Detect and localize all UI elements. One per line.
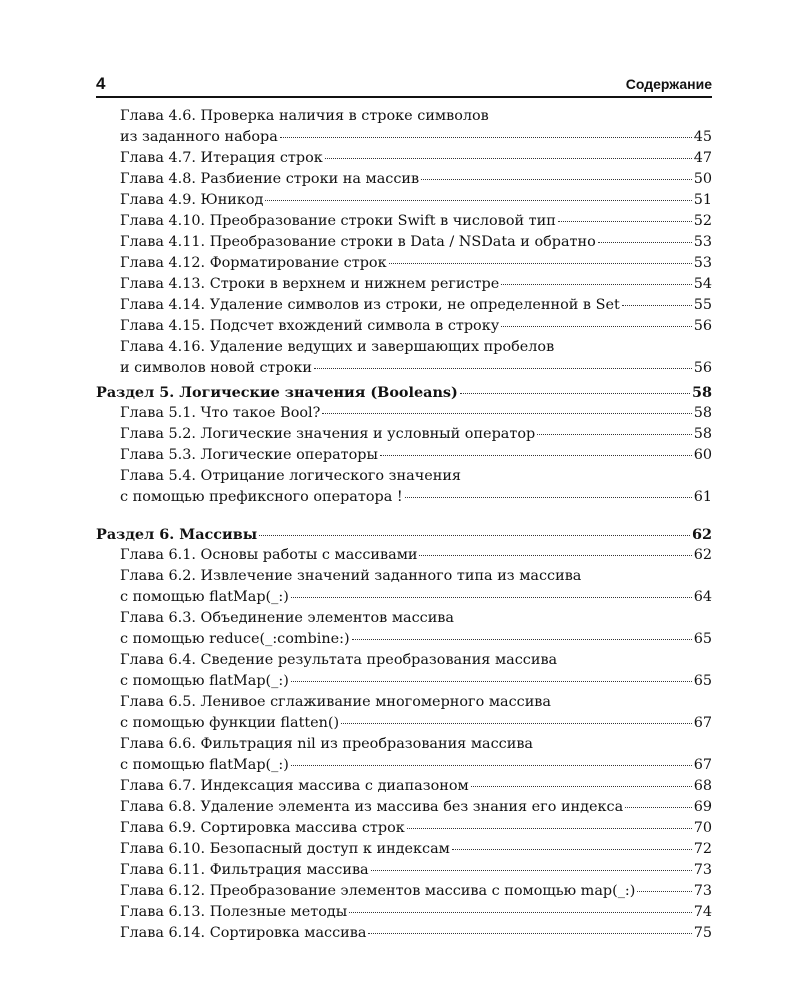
toc-page-number: 56 [693,360,712,376]
toc-entry-title: Глава 4.14. Удаление символов из строки, не определенной в Set [120,297,620,313]
toc-chapter[interactable] [96,274,712,295]
toc-entry-title: Глава 4.7. Итерация строк [120,150,323,166]
toc-page-number: 62 [691,526,712,543]
toc-page-number: 58 [693,405,712,421]
toc-entry-title: Глава 4.15. Подсчет вхождений символа в строку [120,318,500,334]
toc-entry-title: Глава 4.8. Разбиение строки на массив [120,171,420,187]
toc-entry-title: Глава 4.11. Преобразование строки в Data / NSData и обратно [120,234,596,250]
dot-leader [460,393,690,394]
toc-chapter[interactable] [96,566,712,608]
toc-entry-title: Глава 6.13. Полезные методы [120,904,348,920]
dot-leader [325,158,692,159]
toc-entry-title-line: Глава 6.3. Объединение элементов массива [120,610,454,626]
toc-page-number: 47 [693,150,712,166]
toc-chapter[interactable] [96,923,712,944]
toc-entry-title: Глава 4.10. Преобразование строки Swift в числовой тип [120,213,556,229]
toc-chapter[interactable] [96,818,712,839]
page-number: 4 [96,74,106,93]
toc-chapter[interactable] [96,734,712,776]
dot-leader [622,305,692,306]
toc-entry-title-line: Глава 6.5. Ленивое сглаживание многомерного массива [120,694,551,710]
toc-entry-title-line: Глава 5.4. Отрицание логического значения [120,468,461,484]
toc-chapter[interactable] [96,211,712,232]
toc-page-number: 62 [693,547,712,563]
dot-leader [259,535,690,536]
dot-leader [291,681,692,682]
toc-page-number: 67 [693,715,712,731]
dot-leader [501,326,692,327]
toc-entry-title-line: Глава 4.6. Проверка наличия в строке символов [120,108,489,124]
toc-page-number: 72 [693,841,712,857]
dot-leader [322,413,691,414]
toc-chapter[interactable] [96,403,712,424]
toc-entry-title-line: Глава 4.16. Удаление ведущих и завершающих пробелов [120,339,555,355]
toc-section[interactable] [96,524,712,545]
dot-leader [341,723,692,724]
toc-page-number: 67 [693,757,712,773]
toc-chapter[interactable] [96,169,712,190]
page-header [96,74,712,96]
toc-chapter[interactable] [96,608,712,650]
toc-chapter[interactable] [96,860,712,881]
dot-leader [291,597,692,598]
toc-page-number: 65 [693,631,712,647]
toc-entry-title: из заданного набора [120,129,278,145]
toc-page-number: 73 [693,862,712,878]
toc-chapter[interactable] [96,190,712,211]
toc-page-number: 74 [693,904,712,920]
toc-page-number: 75 [693,925,712,941]
toc-chapter[interactable] [96,902,712,923]
running-title: Содержание [625,76,712,92]
toc-entry-title: Глава 4.13. Строки в верхнем и нижнем регистре [120,276,500,292]
toc-page-number: 45 [693,129,712,145]
toc-chapter[interactable] [96,424,712,445]
toc-page-number: 60 [693,447,712,463]
toc-chapter[interactable] [96,545,712,566]
toc-page-number: 65 [693,673,712,689]
toc-entry-title: с помощью flatMap(_:) [120,757,289,773]
dot-leader [349,912,691,913]
toc-entry-title: Глава 6.9. Сортировка массива строк [120,820,405,836]
toc-entry-title-line: Глава 6.2. Извлечение значений заданного типа из массива [120,568,582,584]
toc-entry-title: Глава 6.1. Основы работы с массивами [120,547,418,563]
toc-page-number: 56 [693,318,712,334]
dot-leader [265,200,691,201]
dot-leader [598,242,692,243]
toc-entry-title: Глава 4.12. Форматирование строк [120,255,387,271]
toc-entry-title-line: Глава 6.4. Сведение результата преобразования массива [120,652,558,668]
toc-entry-title: Глава 5.3. Логические операторы [120,447,378,463]
table-of-contents [96,106,712,944]
toc-page-number: 51 [693,192,712,208]
dot-leader [625,807,692,808]
toc-entry-title: Раздел 6. Массивы [96,526,258,543]
toc-entry-title: с помощью reduce(_:combine:) [120,631,350,647]
toc-chapter[interactable] [96,295,712,316]
dot-leader [501,284,691,285]
dot-leader [371,870,692,871]
dot-leader [291,765,692,766]
dot-leader [419,555,691,556]
toc-chapter[interactable] [96,650,712,692]
toc-page-number: 68 [693,778,712,794]
toc-chapter[interactable] [96,106,712,148]
toc-entry-title: Глава 6.10. Безопасный доступ к индексам [120,841,450,857]
toc-entry-title: Глава 5.2. Логические значения и условный оператор [120,426,536,442]
dot-leader [389,263,692,264]
dot-leader [407,828,692,829]
toc-page-number: 54 [693,276,712,292]
dot-leader [637,891,691,892]
dot-leader [452,849,692,850]
dot-leader [314,368,692,369]
toc-page-number: 58 [693,426,712,442]
toc-chapter[interactable] [96,253,712,274]
toc-entry-title: с помощью flatMap(_:) [120,589,289,605]
toc-page-number: 61 [693,489,712,505]
toc-chapter[interactable] [96,445,712,466]
toc-entry-title: и символов новой строки [120,360,312,376]
toc-chapter[interactable] [96,316,712,337]
toc-entry-title: Глава 4.9. Юникод [120,192,264,208]
toc-page-number: 73 [693,883,712,899]
toc-entry-title: Глава 6.11. Фильтрация массива [120,862,369,878]
toc-page-number: 53 [693,255,712,271]
toc-chapter[interactable] [96,839,712,860]
toc-entry-title: с помощью flatMap(_:) [120,673,289,689]
toc-entry-title: Глава 6.12. Преобразование элементов массива с помощью map(_:) [120,883,636,899]
toc-chapter[interactable] [96,881,712,902]
dot-leader [405,497,692,498]
toc-entry-title: Раздел 5. Логические значения (Booleans) [96,384,458,401]
toc-entry-title: Глава 6.14. Сортировка массива [120,925,367,941]
dot-leader [352,639,692,640]
toc-entry-title: с помощью префиксного оператора ! [120,489,403,505]
dot-leader [537,434,691,435]
toc-page-number: 50 [693,171,712,187]
dot-leader [471,786,692,787]
toc-entry-title: Глава 5.1. Что такое Bool? [120,405,321,421]
toc-chapter[interactable] [96,466,712,508]
toc-entry-title: Глава 6.8. Удаление элемента из массива без знания его индекса [120,799,624,815]
toc-chapter[interactable] [96,692,712,734]
toc-section[interactable] [96,382,712,403]
dot-leader [380,455,692,456]
header-rule [96,96,712,98]
toc-chapter[interactable] [96,337,712,379]
toc-chapter[interactable] [96,797,712,818]
dot-leader [280,137,692,138]
toc-page-number: 55 [693,297,712,313]
dot-leader [558,221,692,222]
toc-entry-title-line: Глава 6.6. Фильтрация nil из преобразования массива [120,736,534,752]
dot-leader [421,179,692,180]
toc-page-number: 70 [693,820,712,836]
toc-entry-title: Глава 6.7. Индексация массива с диапазоном [120,778,469,794]
toc-chapter[interactable] [96,232,712,253]
toc-page-number: 69 [693,799,712,815]
toc-entry-title: с помощью функции flatten() [120,715,340,731]
toc-chapter[interactable] [96,776,712,797]
toc-chapter[interactable] [96,148,712,169]
dot-leader [368,933,691,934]
toc-page-number: 64 [693,589,712,605]
toc-page-number: 58 [691,384,712,401]
toc-page-number: 52 [693,213,712,229]
toc-page-number: 53 [693,234,712,250]
